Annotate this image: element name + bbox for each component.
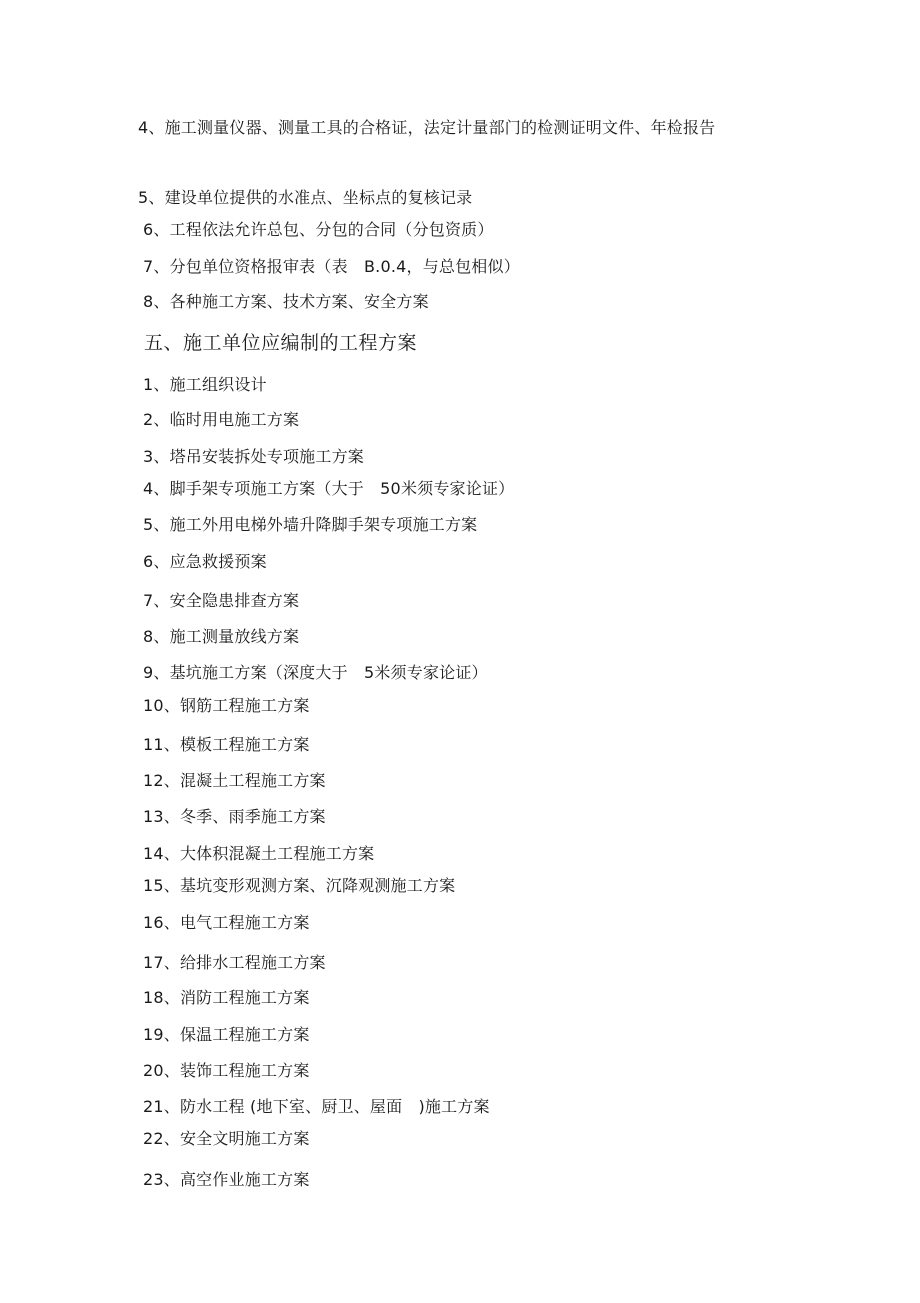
plan-item: 13、冬季、雨季施工方案 (143, 807, 326, 826)
plan-item: 4、脚手架专项施工方案（大于 50米须专家论证） (143, 479, 515, 498)
plan-item: 5、施工外用电梯外墙升降脚手架专项施工方案 (143, 515, 478, 534)
prev-item-4: 4、施工测量仪器、测量工具的合格证，法定计量部门的检测证明文件、年检报告 (138, 118, 716, 137)
plan-item: 1、施工组织设计 (143, 375, 267, 394)
plan-item: 6、应急救援预案 (143, 552, 267, 571)
plan-item: 10、钢筋工程施工方案 (143, 696, 310, 715)
plan-item: 18、消防工程施工方案 (143, 988, 310, 1007)
plan-item: 21、防水工程 (地下室、厨卫、屋面 )施工方案 (143, 1097, 490, 1116)
prev-item-8: 8、各种施工方案、技术方案、安全方案 (143, 292, 429, 311)
prev-item-6: 6、工程依法允许总包、分包的合同（分包资质） (143, 220, 494, 239)
plan-item: 16、电气工程施工方案 (143, 913, 310, 932)
plan-item: 14、大体积混凝土工程施工方案 (143, 844, 375, 863)
plan-item: 20、装饰工程施工方案 (143, 1061, 310, 1080)
plan-item: 15、基坑变形观测方案、沉降观测施工方案 (143, 876, 456, 895)
plan-item: 23、高空作业施工方案 (143, 1170, 310, 1189)
plan-item: 9、基坑施工方案（深度大于 5米须专家论证） (143, 663, 488, 682)
plan-item: 11、模板工程施工方案 (143, 735, 310, 754)
plan-item: 8、施工测量放线方案 (143, 627, 300, 646)
plan-item: 12、混凝土工程施工方案 (143, 771, 326, 790)
plan-item: 2、临时用电施工方案 (143, 410, 300, 429)
plan-item: 19、保温工程施工方案 (143, 1025, 310, 1044)
prev-item-7: 7、分包单位资格报审表（表 B.0.4，与总包相似） (143, 257, 520, 276)
plan-item: 7、安全隐患排查方案 (143, 591, 300, 610)
plan-item: 3、塔吊安装拆处专项施工方案 (143, 447, 364, 466)
plan-item: 22、安全文明施工方案 (143, 1129, 310, 1148)
prev-item-5: 5、建设单位提供的水准点、坐标点的复核记录 (138, 188, 473, 207)
section-heading: 五、施工单位应编制的工程方案 (144, 332, 418, 354)
plan-item: 17、给排水工程施工方案 (143, 953, 326, 972)
